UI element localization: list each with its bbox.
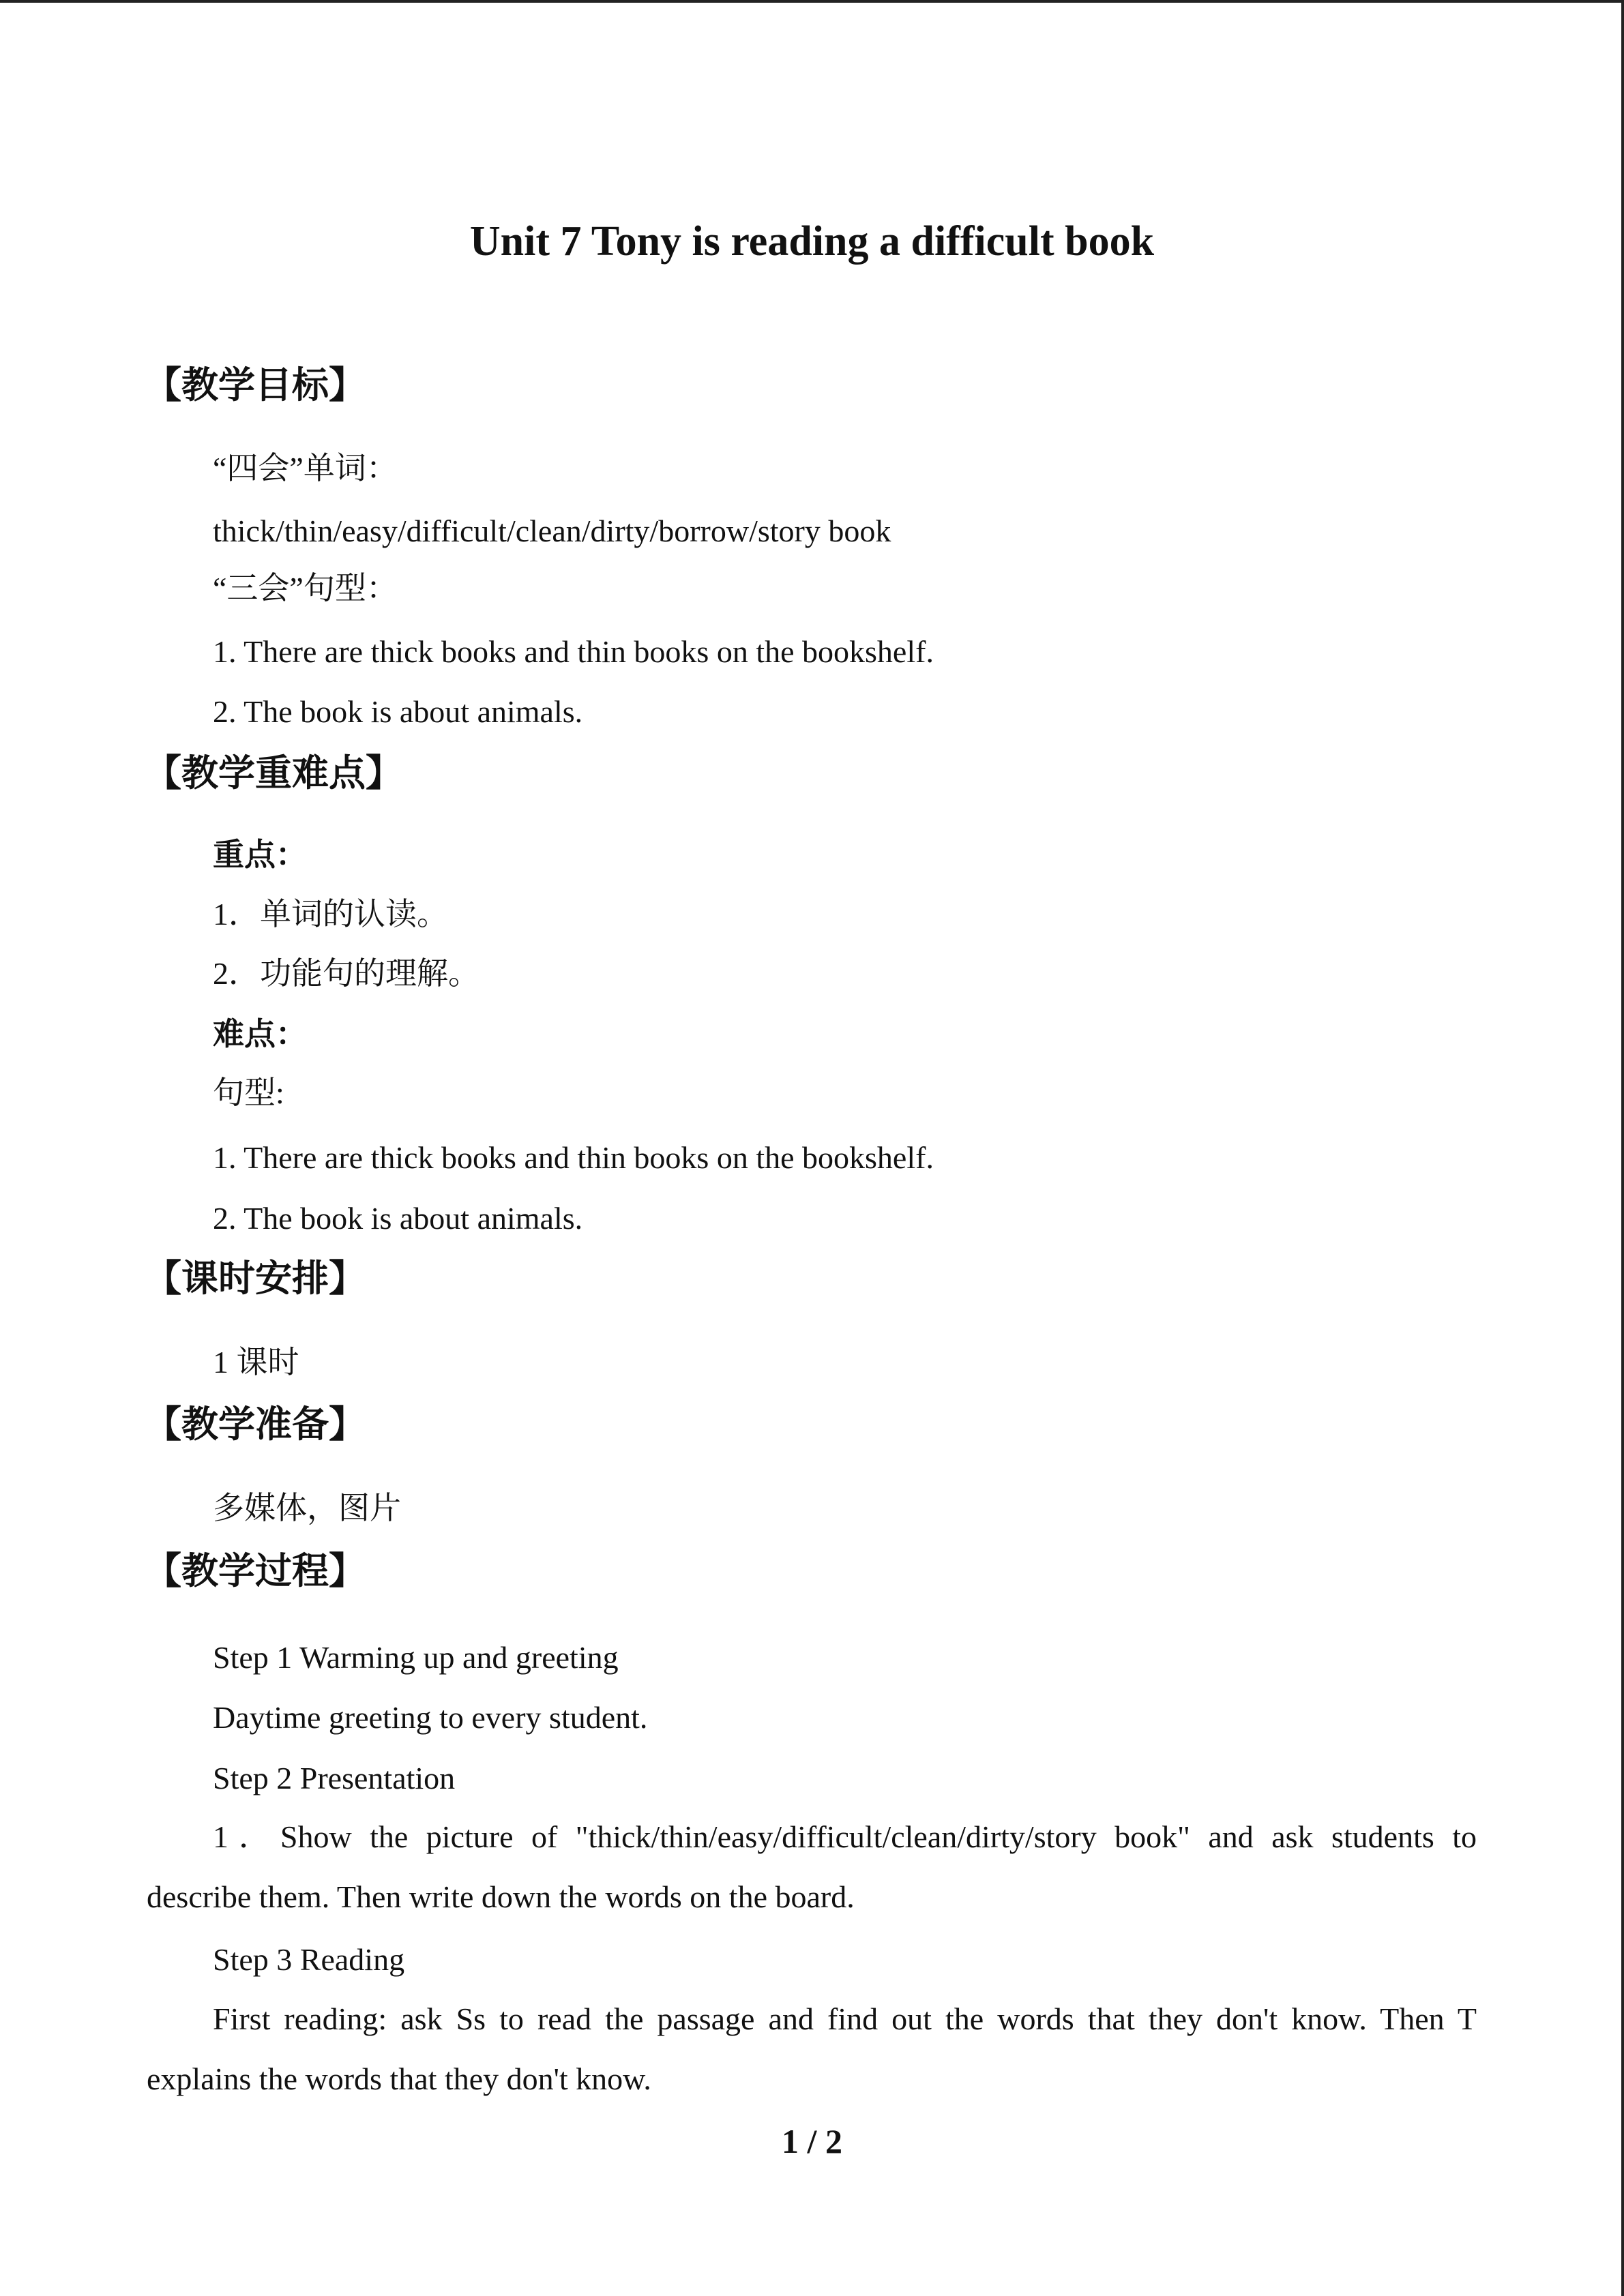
sentence-label: “三会”句型： bbox=[213, 571, 398, 606]
difficult-sentence-1: 1. There are thick books and thin books on the bookshelf. bbox=[213, 1140, 934, 1175]
difficult-label: 难点： bbox=[213, 1017, 307, 1052]
objective-sentence-2: 2. The book is about animals. bbox=[213, 694, 583, 729]
heading-process: 【教学过程】 bbox=[145, 1551, 366, 1592]
key-item-1: 1．单词的认读。 bbox=[213, 897, 448, 931]
difficult-sentence-2: 2. The book is about animals. bbox=[213, 1201, 583, 1236]
pattern-label: 句型: bbox=[213, 1075, 284, 1110]
vocab-words: thick/thin/easy/difficult/clean/dirty/borrow/story book bbox=[213, 513, 891, 548]
step1-text: Daytime greeting to every student. bbox=[213, 1700, 648, 1735]
page-border-right bbox=[1621, 0, 1624, 2296]
key-label: 重点： bbox=[213, 837, 307, 872]
schedule-value: 1 课时 bbox=[213, 1345, 299, 1380]
vocab-label: “四会”单词： bbox=[213, 451, 398, 486]
page-number: 1 / 2 bbox=[782, 2122, 842, 2160]
heading-schedule: 【课时安排】 bbox=[145, 1258, 366, 1299]
heading-key-points: 【教学重难点】 bbox=[145, 753, 402, 794]
step3-text: First reading: ask Ss to read the passage and find out the words that they don't know. Then T explains the words that they don't know. bbox=[147, 2001, 1477, 2096]
objective-sentence-1: 1. There are thick books and thin books on the bookshelf. bbox=[213, 634, 934, 669]
step1-heading: Step 1 Warming up and greeting bbox=[213, 1640, 619, 1675]
heading-preparation: 【教学准备】 bbox=[145, 1404, 366, 1445]
page-border-top bbox=[0, 0, 1624, 3]
step2-heading: Step 2 Presentation bbox=[213, 1761, 456, 1795]
step3-heading: Step 3 Reading bbox=[213, 1942, 405, 1977]
document-title: Unit 7 Tony is reading a difficult book bbox=[469, 218, 1155, 265]
step2-text: 1．Show the picture of "thick/thin/easy/difficult/clean/dirty/story book" and ask students to describe them. Then write down the words on the board. bbox=[147, 1819, 1477, 1914]
heading-objectives: 【教学目标】 bbox=[145, 365, 366, 406]
preparation-value: 多媒体，图片 bbox=[213, 1491, 401, 1525]
key-item-2: 2．功能句的理解。 bbox=[213, 956, 479, 991]
